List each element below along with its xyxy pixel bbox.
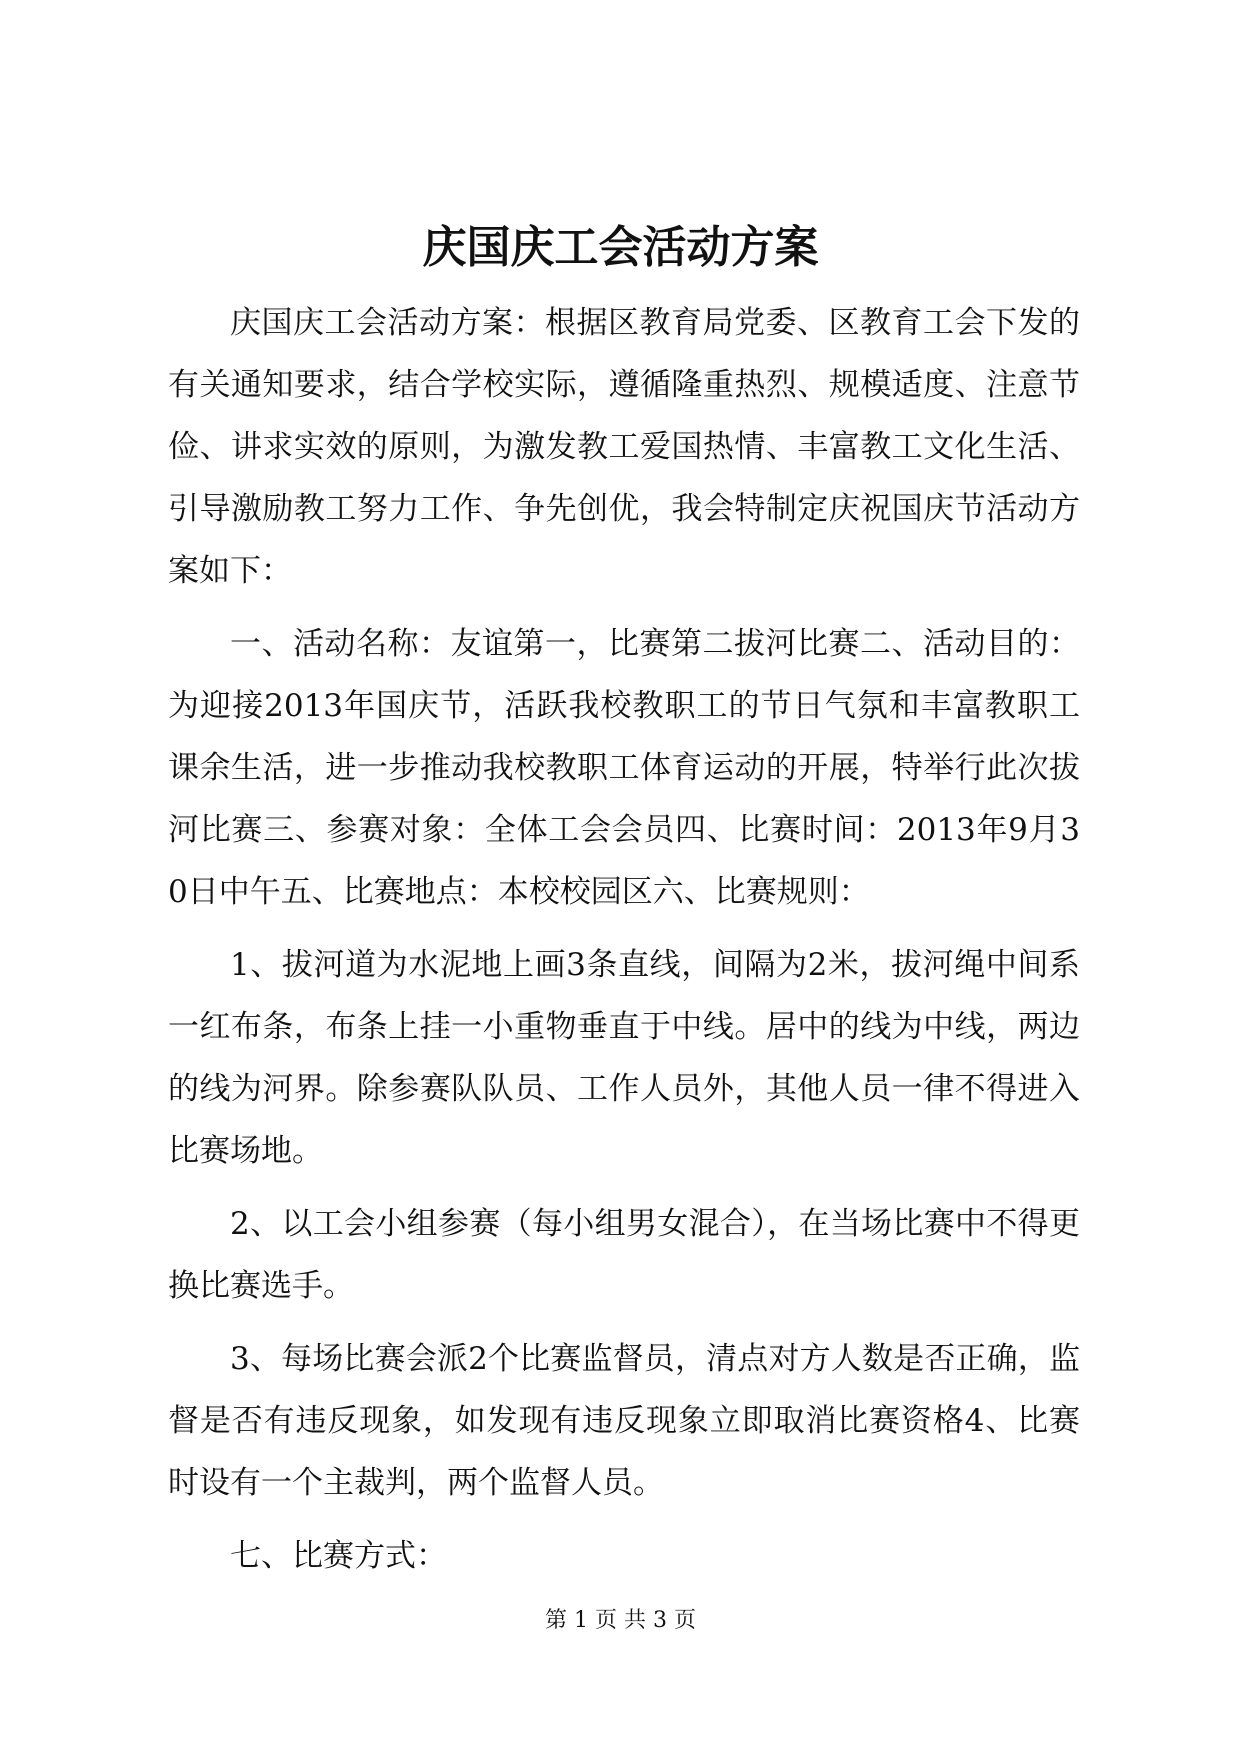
paragraph-intro: 庆国庆工会活动方案：根据区教育局党委、区教育工会下发的有关通知要求，结合学校实际，遵循隆重热烈、规模适度、注意节俭、讲求实效的原则，为激发教工爱国热情、丰富教工文化生活、引导激励教工努力工作、争先创优，我会特制定庆祝国庆节活动方案如下： xyxy=(168,305,1080,589)
paragraph-rule-3: 3、每场比赛会派2个比赛监督员，清点对方人数是否正确，监督是否有违反现象，如发现有违反现象立即取消比赛资格4、比赛时设有一个主裁判，两个监督人员。 xyxy=(168,1341,1080,1501)
page-footer: 第 1 页 共 3 页 xyxy=(545,1608,696,1633)
document-title: 庆国庆工会活动方案 xyxy=(422,222,819,273)
paragraph-activity-details: 一、活动名称：友谊第一，比赛第二拔河比赛二、活动目的：为迎接2013年国庆节，活跃我校教职工的节日气氛和丰富教职工课余生活，进一步推动我校教职工体育运动的开展，特举行此次拔河比赛三、参赛对象：全体工会会员四、比赛时间：2013年9月30日中午五、比赛地点：本校校园区六、比赛规则： xyxy=(168,626,1080,910)
paragraph-rule-1: 1、拔河道为水泥地上画3条直线，间隔为2米，拔河绳中间系一红布条，布条上挂一小重物垂直于中线。居中的线为中线，两边的线为河界。除参赛队队员、工作人员外，其他人员一律不得进入比赛场地。 xyxy=(168,947,1080,1169)
paragraph-section-7: 七、比赛方式： xyxy=(230,1538,447,1574)
paragraph-rule-2: 2、以工会小组参赛（每小组男女混合），在当场比赛中不得更换比赛选手。 xyxy=(168,1206,1080,1304)
document-body xyxy=(168,292,1080,1598)
